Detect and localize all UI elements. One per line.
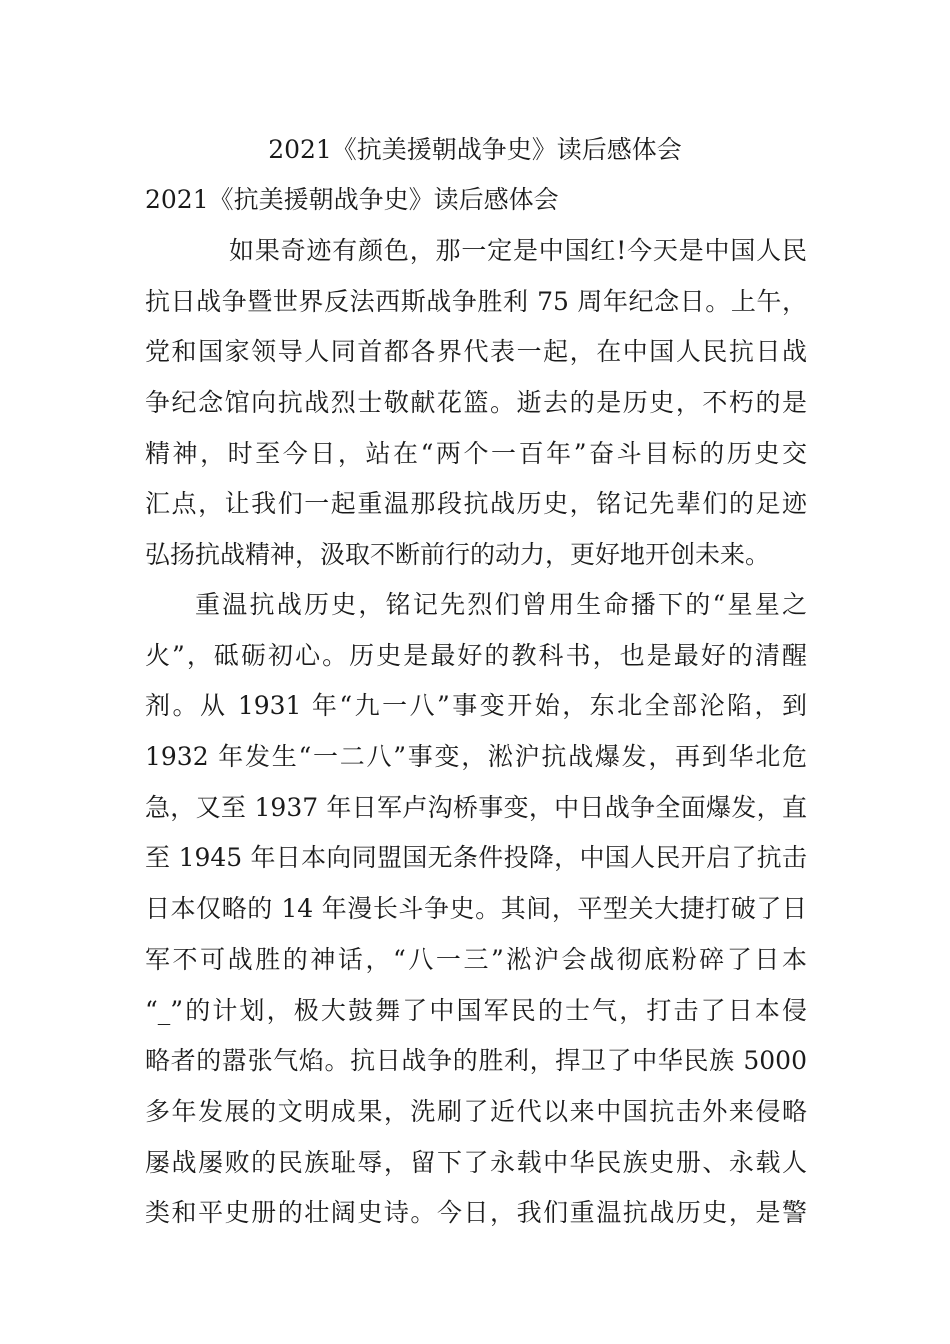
paragraph-line: 党和国家领导人同首都各界代表一起，在中国人民抗日战 xyxy=(145,337,807,367)
document-title: 2021《抗美援朝战争史》读后感体会 xyxy=(268,135,682,164)
paragraph-line: 日本仅略的 14 年漫长斗争史。其间，平型关大捷打破了日 xyxy=(145,894,807,924)
paragraph-line: 1932 年发生“一二八”事变，淞沪抗战爆发，再到华北危 xyxy=(145,742,807,772)
paragraph-line: 类和平史册的壮阔史诗。今日，我们重温抗战历史，是警 xyxy=(145,1198,807,1228)
paragraph-line: 争纪念馆向抗战烈士敬献花篮。逝去的是历史，不朽的是 xyxy=(145,388,807,418)
paragraph-line: 弘扬抗战精神，汲取不断前行的动力，更好地开创未来。 xyxy=(145,540,771,570)
paragraph-line: 屡战屡败的民族耻辱，留下了永载中华民族史册、永载人 xyxy=(145,1147,807,1177)
paragraph-line: 多年发展的文明成果，洗刷了近代以来中国抗击外来侵略 xyxy=(145,1096,807,1126)
paragraph-line: 至 1945 年日本向同盟国无条件投降，中国人民开启了抗击 xyxy=(145,843,807,873)
paragraph-line: 剂。从 1931 年“九一八”事变开始，东北全部沦陷，到 xyxy=(145,691,807,721)
paragraph-2 xyxy=(145,580,807,1239)
paragraph-line: 急，又至 1937 年日军卢沟桥事变，中日战争全面爆发，直 xyxy=(145,792,807,822)
paragraph-line: 火”，砥砺初心。历史是最好的教科书，也是最好的清醒 xyxy=(145,640,807,670)
paragraph-line: “_”的计划，极大鼓舞了中国军民的士气，打击了日本侵 xyxy=(145,995,807,1025)
paragraph-1 xyxy=(145,226,807,581)
paragraph-line: 如果奇迹有颜色，那一定是中国红!今天是中国人民 xyxy=(229,236,807,265)
paragraph-line: 汇点，让我们一起重温那段抗战历史，铭记先辈们的足迹 xyxy=(145,489,807,519)
document-subtitle: 2021《抗美援朝战争史》读后感体会 xyxy=(145,185,559,214)
paragraph-line: 军不可战胜的神话，“八一三”淞沪会战彻底粉碎了日本 xyxy=(145,944,807,974)
paragraph-line: 略者的嚣张气焰。抗日战争的胜利，捍卫了中华民族 5000 xyxy=(145,1046,807,1076)
paragraph-line: 重温抗战历史，铭记先烈们曾用生命播下的“星星之 xyxy=(195,590,807,619)
paragraph-line: 抗日战争暨世界反法西斯战争胜利 75 周年纪念日。上午， xyxy=(145,286,807,316)
paragraph-line: 精神，时至今日，站在“两个一百年”奋斗目标的历史交 xyxy=(145,438,807,468)
